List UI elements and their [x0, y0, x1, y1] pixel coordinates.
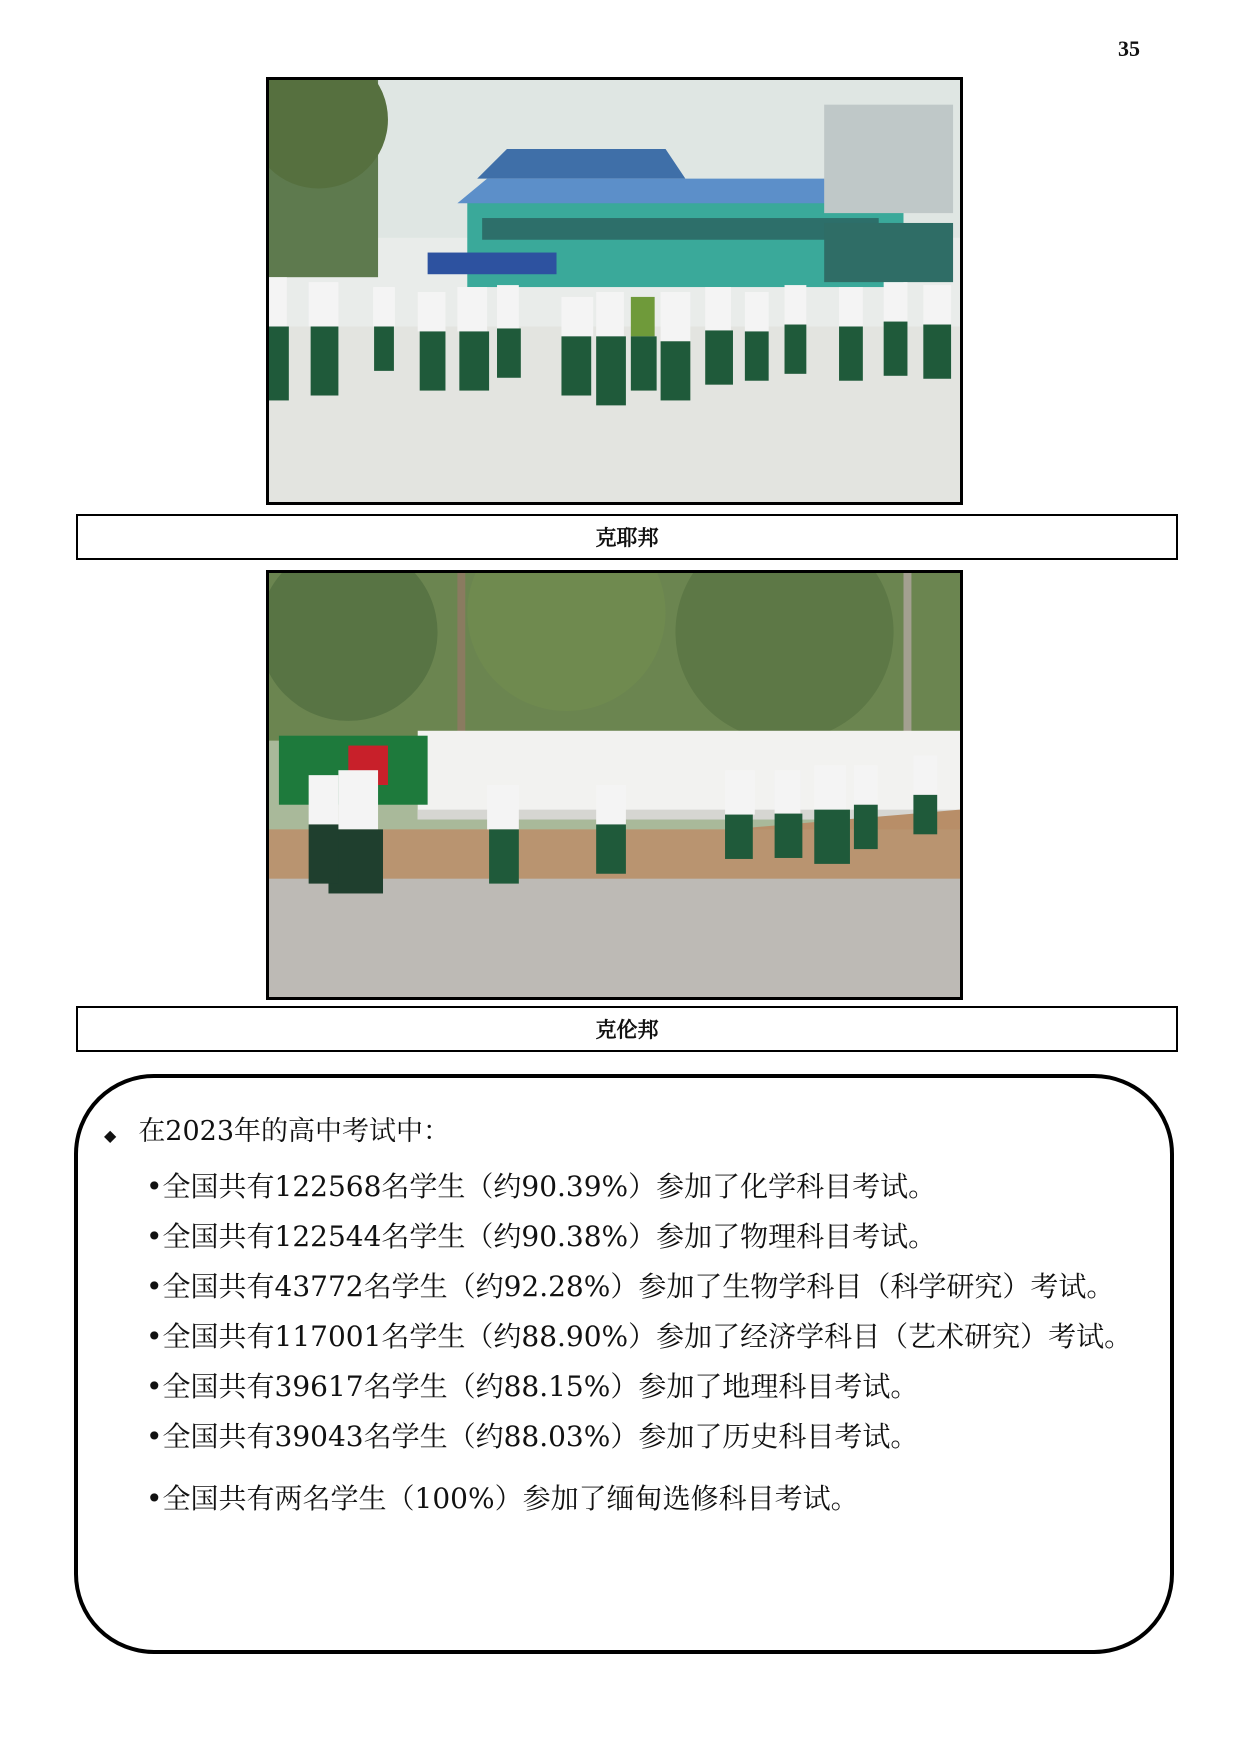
caption-kayah: 克耶邦: [76, 514, 1178, 560]
list-item: •全国共有122544名学生（约90.38%）参加了物理科目考试。: [146, 1220, 937, 1253]
list-item: •全国共有43772名学生（约92.28%）参加了生物学科目（科学研究）考试。: [146, 1270, 1115, 1303]
list-item: •全国共有117001名学生（约88.90%）参加了经济学科目（艺术研究）考试。: [146, 1320, 1133, 1353]
list-item: •全国共有39043名学生（约88.03%）参加了历史科目考试。: [146, 1420, 919, 1453]
notes-intro: [104, 1112, 450, 1156]
photo-kayah-students: [266, 77, 963, 505]
photo-kayin-students: [266, 570, 963, 1000]
list-item: •全国共有39617名学生（约88.15%）参加了地理科目考试。: [146, 1370, 919, 1403]
list-item: •全国共有两名学生（100%）参加了缅甸选修科目考试。: [146, 1482, 859, 1515]
notes-intro-text: 在2023年的高中考试中：: [138, 1116, 451, 1147]
diamond-bullet-icon: ◆: [104, 1126, 117, 1145]
list-item: •全国共有122568名学生（约90.39%）参加了化学科目考试。: [146, 1170, 937, 1203]
notes-list: [146, 1162, 1146, 1524]
page-number: 35: [1118, 36, 1140, 61]
caption-kayin: 克伦邦: [76, 1006, 1178, 1052]
